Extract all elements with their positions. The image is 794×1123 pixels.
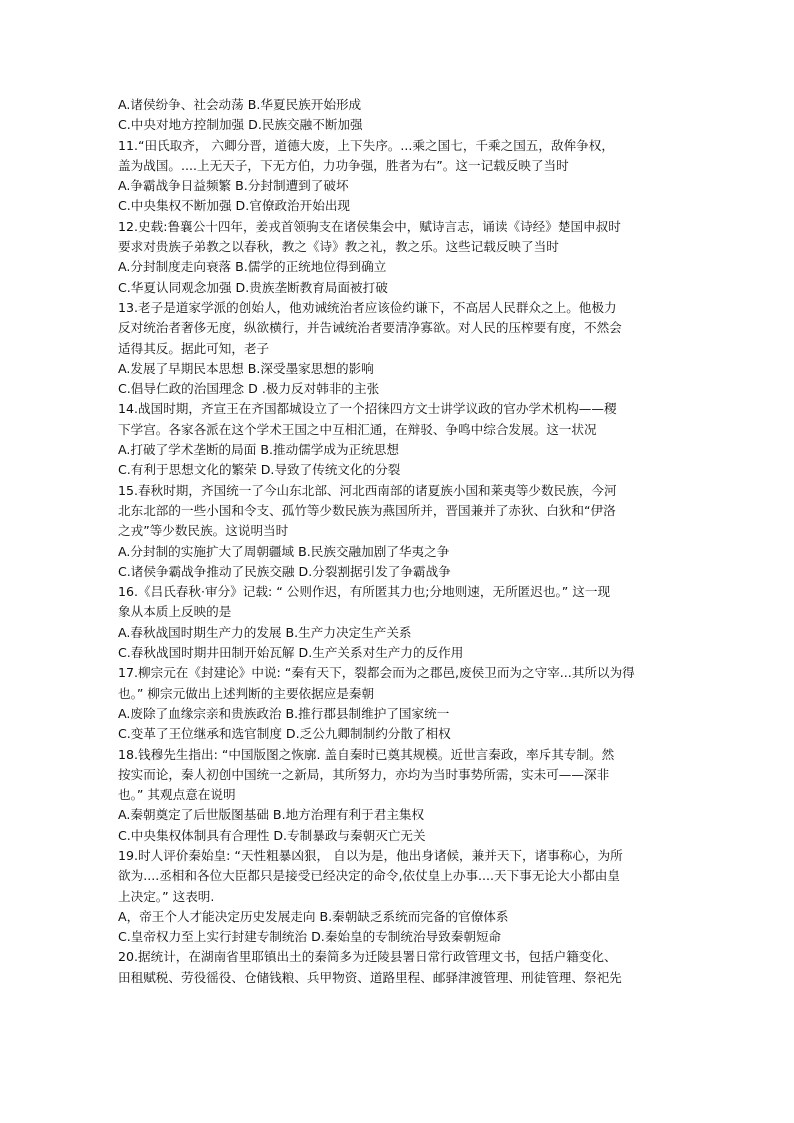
text-line: C.中央对地方控制加强 D.民族交融不断加强 [118,117,363,133]
text-line: 17.柳宗元在《封建论》中说: “秦有天下，裂都会而为之郡邑,废侯卫而为之守宰...其所以为得 [118,665,635,681]
text-line: C.变革了王位继承和选官制度 D.乏公九卿制制约分散了相权 [118,726,451,742]
text-line: C.华夏认同观念加强 D.贵族垄断教育局面被打破 [118,279,388,295]
text-line: C.诸侯争霸战争推动了民族交融 D.分裂割据引发了争霸战争 [118,563,451,579]
text-line: A，帝王个人才能决定历史发展走向 B.秦朝缺乏系统而完备的官僚体系 [118,908,509,924]
text-line: C.中央集权体制具有合理性 D.专制暴政与秦朝灭亡无关 [118,827,426,843]
text-line: 上决定。” 这表明. [118,888,215,904]
text-line: 也。” 其观点意在说明 [118,787,236,803]
text-line: 16.《吕氏春秋·审分》记载: “ 公则作迟，有所匿其力也;分地则速，无所匿迟也。” 这一现 [118,584,611,600]
text-line: 盖为战国。....上无天子，下无方伯，力功争强，胜者为右”。这一记载反映了当时 [118,157,569,173]
text-line: 11.“田氏取齐， 六卿分晋，道德大废，上下失序。...乘之国七，千乘之国五，敌侔争权， [118,137,614,153]
text-line: 北东北部的一些小国和令支、孤竹等少数民族为燕国所并，晋国兼并了赤狄、白狄和“伊洛 [118,502,616,518]
text-line: A.分封制的实施扩大了周朝疆域 B.民族交融加剧了华夷之争 [118,543,450,559]
text-line: 象从本质上反映的是 [118,604,232,620]
text-line: A.废除了血缘宗亲和贵族政治 B.推行郡县制维护了国家统一 [118,705,450,721]
text-line: A.争霸战争日益频繁 B.分封制遭到了破坏 [118,178,349,194]
text-line: 12.史载:鲁襄公十四年，姜戎首领驹支在诸侯集会中，赋诗言志，诵读《诗经》楚国申叔时 [118,218,621,234]
text-line: 13.老子是道家学派的创始人，他劝诫统治者应该俭约谦下，不高居人民群众之上。他极力 [118,299,617,315]
text-line: 按实而论，秦人初创中国统一之新局，其所努力，亦均为当时事势所需，实未可——深非 [118,766,610,782]
text-line: A.打破了学术垄断的局面 B.推动儒学成为正统思想 [118,442,399,458]
text-line: 反对统治者奢侈无度，纵欲横行，并告诫统治者要清净寡欲。对人民的压榨要有度，不然会 [118,320,622,336]
text-line: 适得其反。据此可知，老子 [118,340,270,356]
text-line: C.春秋战国时期井田制开始瓦解 D.生产关系对生产力的反作用 [118,645,464,661]
text-line: 下学宫。各家各派在这个学术王国之中互相汇通，在辩驳、争鸣中综合发展。这一状况 [118,421,597,437]
text-line: C.皇帝权力至上实行封建专制统治 D.秦始皇的专制统治导致秦朝短命 [118,929,502,945]
document-page [118,95,684,988]
text-line: 田租赋税、劳役徭役、仓储钱粮、兵甲物资、道路里程、邮驿津渡管理、刑徒管理、祭祀先 [118,969,622,985]
text-line: A.发展了早期民本思想 B.深受墨家思想的影响 [118,360,374,376]
text-line: A.秦朝奠定了后世版图基础 B.地方治理有利于君主集权 [118,807,425,823]
text-line: 欲为....丞相和各位大臣都只是接受已经决定的命令,依仗皇上办事....天下事无论大小都由皇 [118,868,620,884]
text-line: A.春秋战国时期生产力的发展 B.生产力决定生产关系 [118,624,412,640]
text-line: 也。” 柳宗元做出上述判断的主要依据应是秦朝 [118,685,375,701]
text-line: C.中央集权不断加强 D.官僚政治开始出现 [118,198,351,214]
text-line: 15.春秋时期，齐国统一了今山东北部、河北西南部的诸夏族小国和莱夷等少数民族，今河 [118,482,617,498]
text-line: 20.据统计，在湖南省里耶镇出土的秦简多为迁陵县署日常行政管理文书，包括户籍变化、 [118,949,617,965]
text-line: C.倡导仁政的治国理念 D .极力反对韩非的主张 [118,381,380,397]
text-line: 19.时人评价秦始皇: “天性粗暴凶狠， 自以为是，他出身诸候，兼并天下，诸事称心，为所 [118,847,623,863]
text-line: A.分封制度走向衰落 B.儒学的正统地位得到确立 [118,259,387,275]
text-line: C.有利于思想文化的繁荣 D.导致了传统文化的分裂 [118,462,401,478]
text-line: 要求对贵族子弟教之以春秋，教之《诗》教之礼，教之乐。这些记载反映了当时 [118,239,559,255]
text-line: 之戎”等少数民族。这说明当时 [118,523,289,539]
text-line: A.诸侯纷争、社会动荡 B.华夏民族开始形成 [118,97,362,112]
text-line: 18.钱穆先生指出: “中国版图之恢廓. 盖自秦时已奠其规模。近世言秦政，率斥其专制。然 [118,746,615,762]
text-line: 14.战国时期，齐宣王在齐国都城设立了一个招徕四方文士讲学议政的官办学术机构——稷 [118,401,617,417]
